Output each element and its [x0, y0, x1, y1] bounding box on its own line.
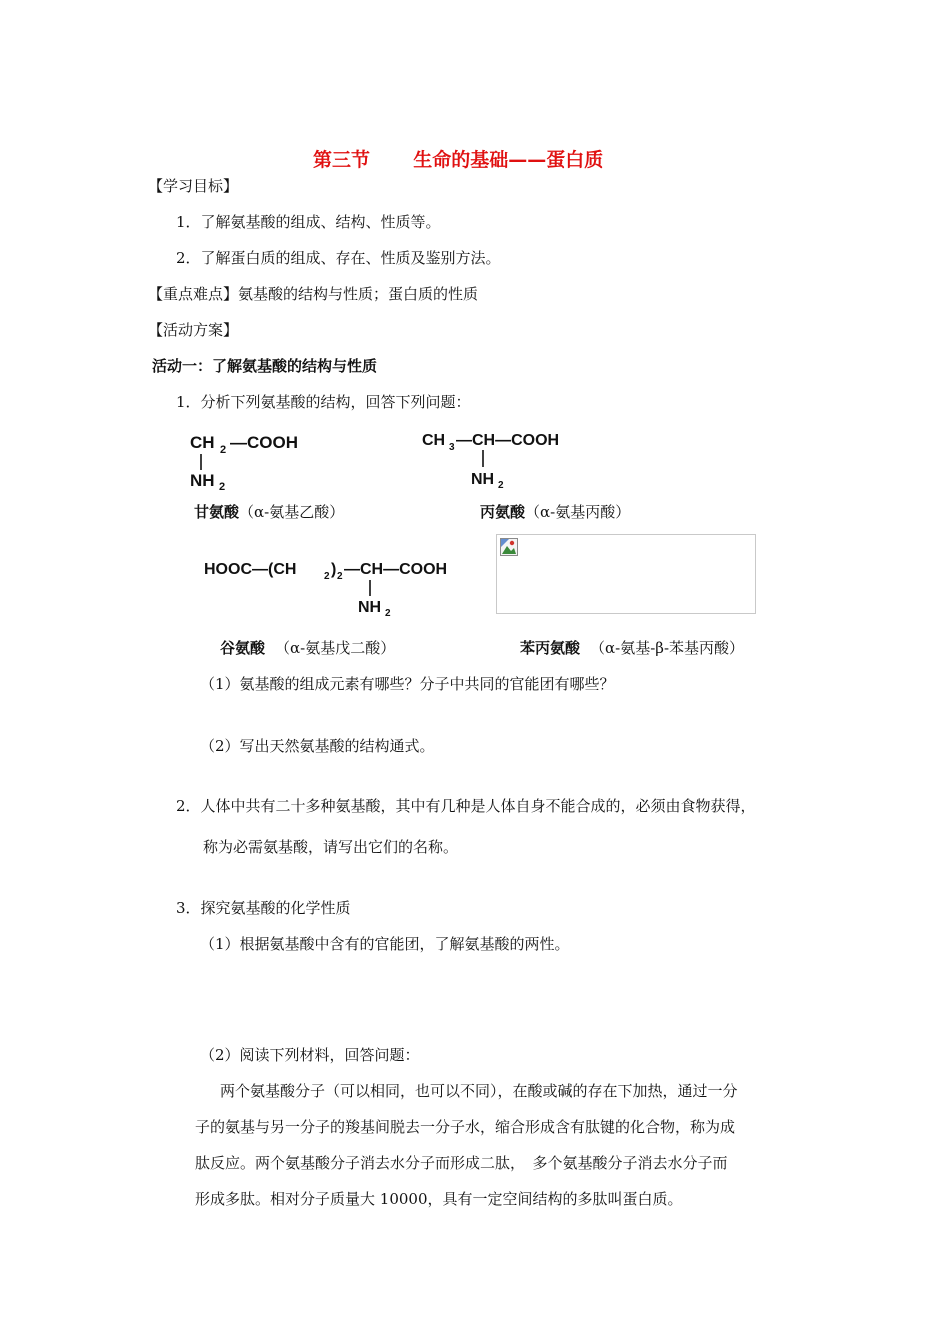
question-3-sub2: （2）阅读下列材料，回答问题：	[200, 1046, 420, 1064]
glycine-desc: （α-氨基乙酸）	[239, 503, 345, 521]
objective-item-1: 1．了解氨基酸的组成、结构、性质等。	[176, 213, 441, 231]
glutamic-nh: NH	[358, 599, 382, 616]
glutamic-sub1: 2	[324, 571, 330, 582]
glutamic-structure	[200, 554, 475, 618]
phenylalanine-desc: （α-氨基-β-苯基丙酸）	[590, 639, 745, 657]
alanine-desc: （α-氨基丙酸）	[525, 503, 631, 521]
glutamic-desc: （α-氨基戊二酸）	[275, 639, 396, 657]
glycine-nh: NH	[190, 471, 215, 490]
question-1: 1．分析下列氨基酸的结构，回答下列问题：	[176, 393, 471, 411]
glycine-name: 甘氨酸	[194, 503, 240, 521]
activity-plan-heading: 【活动方案】	[148, 321, 239, 339]
glutamic-a: HOOC—(CH	[204, 561, 297, 578]
glutamic-c: —CH—COOH	[344, 561, 448, 578]
activity1-heading: 活动一：了解氨基酸的结构与性质	[152, 357, 378, 375]
title-topic: 生命的基础——蛋白质	[413, 149, 604, 171]
question-3: 3．探究氨基酸的化学性质	[176, 899, 351, 917]
reading-line-3: 肽反应。两个氨基酸分子消去水分子而形成二肽， 多个氨基酸分子消去水分子而	[195, 1154, 728, 1172]
reading-line-4: 形成多肽。相对分子质量大 10000，具有一定空间结构的多肽叫蛋白质。	[195, 1190, 683, 1208]
glutamic-b: )	[331, 561, 337, 578]
alanine-nh: NH	[471, 471, 495, 488]
alanine-ch3: CH	[422, 432, 446, 449]
glutamic-nh-sub: 2	[385, 608, 391, 618]
glycine-sub: 2	[220, 444, 227, 456]
objective-item-2: 2．了解蛋白质的组成、存在、性质及鉴别方法。	[176, 249, 501, 267]
reading-line-1: 两个氨基酸分子（可以相同，也可以不同），在酸或碱的存在下加热，通过一分	[220, 1082, 738, 1100]
glycine-label	[194, 502, 344, 522]
key-points	[148, 284, 478, 304]
alanine-nh-sub: 2	[498, 480, 504, 490]
alanine-structure	[418, 426, 578, 490]
phenylalanine-label	[520, 638, 744, 658]
key-points-text: 氨基酸的结构与性质；蛋白质的性质	[238, 285, 479, 303]
alanine-sub: 3	[449, 442, 455, 453]
glutamic-name: 谷氨酸	[220, 639, 266, 657]
alanine-name: 丙氨酸	[480, 503, 526, 521]
question-2-line1: 2．人体中共有二十多种氨基酸，其中有几种是人体自身不能合成的，必须由食物获得，	[176, 797, 756, 815]
glycine-nh-sub: 2	[219, 481, 226, 492]
glutamic-label	[220, 638, 395, 658]
question-3-sub1: （1）根据氨基酸中含有的官能团，了解氨基酸的两性。	[200, 935, 570, 953]
glutamic-sub2: 2	[337, 571, 343, 582]
phenylalanine-name: 苯丙氨酸	[520, 639, 581, 657]
glycine-structure	[186, 428, 346, 492]
question-2-line2: 称为必需氨基酸，请写出它们的名称。	[203, 838, 459, 856]
broken-image-icon	[500, 538, 518, 556]
reading-line-2: 子的氨基与另一分子的羧基间脱去一分子水，缩合形成含有肽键的化合物，称为成	[195, 1118, 736, 1136]
title-section: 第三节	[313, 149, 371, 171]
glycine-rest: —COOH	[230, 433, 298, 452]
sub-question-2: （2）写出天然氨基酸的结构通式。	[200, 737, 435, 755]
page-title	[313, 145, 603, 172]
key-points-heading: 【重点难点】	[148, 285, 239, 303]
sub-question-1: （1）氨基酸的组成元素有哪些？分子中共同的官能团有哪些？	[200, 675, 615, 693]
alanine-label	[480, 502, 630, 522]
phenylalanine-image	[496, 534, 756, 614]
alanine-rest: —CH—COOH	[456, 432, 560, 449]
objectives-heading: 【学习目标】	[148, 177, 239, 195]
glycine-ch: CH	[190, 433, 215, 452]
